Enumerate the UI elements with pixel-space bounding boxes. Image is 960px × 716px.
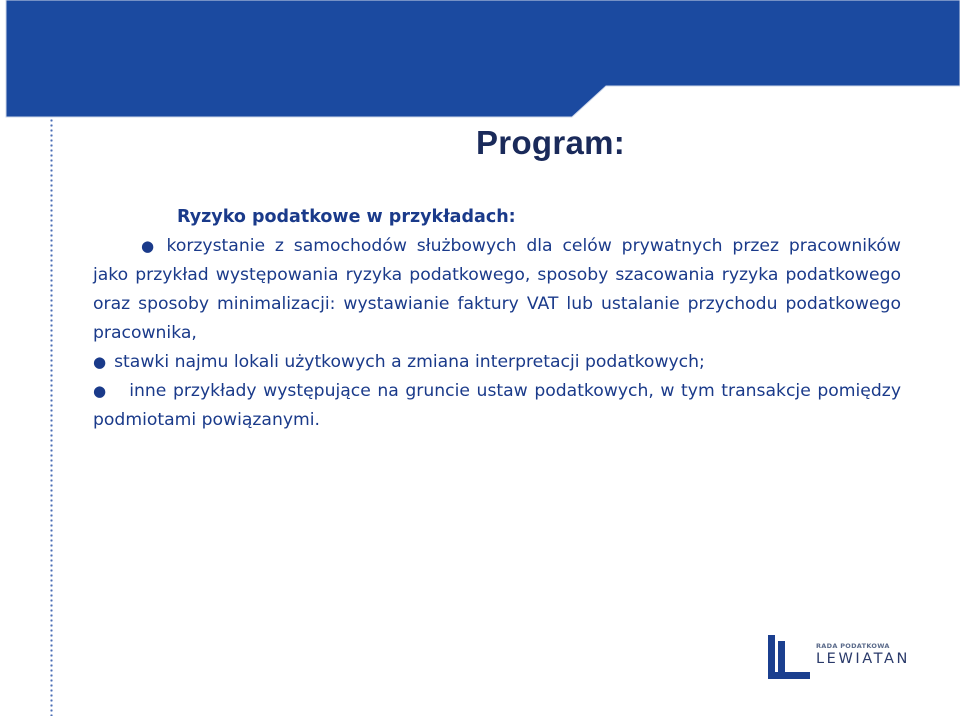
list-item-text: stawki najmu lokali użytkowych a zmiana interpretacji podatkowych;	[114, 352, 705, 372]
logo-big-text: LEWIATAN	[816, 651, 910, 667]
page-title: Program:	[476, 124, 626, 161]
dotted-divider	[50, 118, 53, 716]
list-item	[93, 348, 901, 377]
content-block	[93, 203, 901, 435]
list-item	[93, 377, 901, 435]
bullet-icon: ●	[93, 353, 107, 371]
header-banner	[0, 0, 960, 120]
bullet-icon: ●	[141, 237, 159, 255]
logo-small-text: RADA PODATKOWA	[816, 642, 890, 650]
list-item	[93, 232, 901, 348]
lewiatan-logo	[766, 633, 916, 683]
logo-mark-icon	[766, 633, 812, 681]
bullet-icon: ●	[93, 382, 108, 400]
list-item-text: inne przykłady występujące na gruncie ustaw podatkowych, w tym transakcje pomiędzy podmiotami powiązanymi.	[93, 381, 901, 430]
section-heading: Ryzyko podatkowe w przykładach:	[177, 207, 516, 227]
list-item-text: korzystanie z samochodów służbowych dla celów prywatnych przez pracowników jako przykład występowania ryzyka podatkowego, sposoby szacowania ryzyka podatkowego oraz sposoby minimalizacji: wystawianie faktury VAT lub ustalanie przychodu podatkowego pracownika,	[93, 236, 901, 343]
